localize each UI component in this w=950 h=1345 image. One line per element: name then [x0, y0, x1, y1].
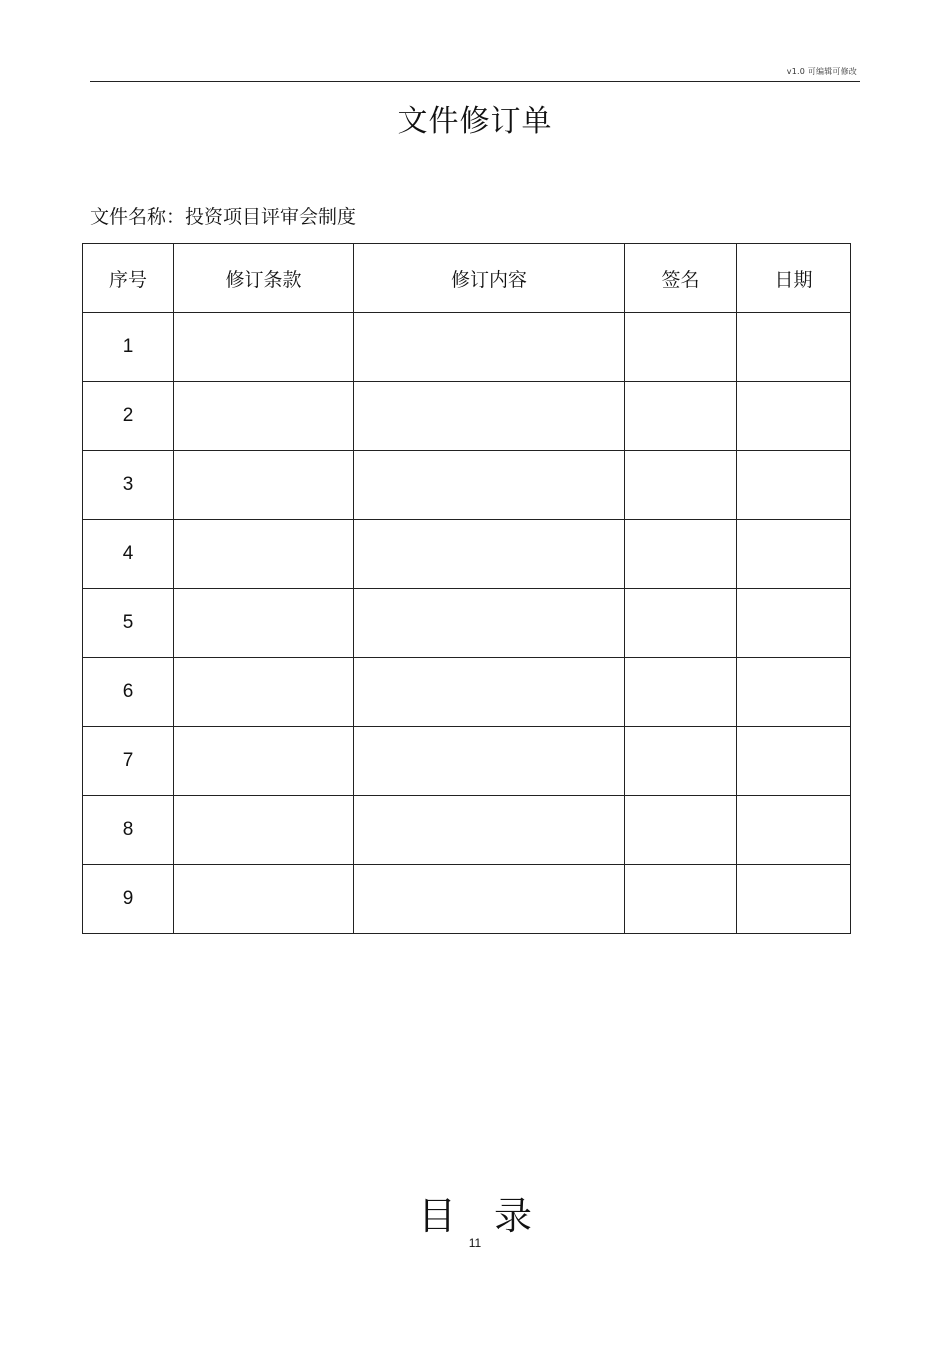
row-content[interactable] [354, 727, 625, 796]
row-content[interactable] [354, 658, 625, 727]
header-content: 修订内容 [354, 244, 625, 313]
toc-heading-char-2: 录 [494, 1194, 533, 1238]
row-date[interactable] [737, 313, 851, 382]
row-seq: 7 [83, 727, 174, 796]
row-clause[interactable] [174, 382, 354, 451]
row-content[interactable] [354, 382, 625, 451]
row-seq: 1 [83, 313, 174, 382]
row-sign[interactable] [625, 796, 737, 865]
header-version-note: v1.0 可编辑可修改 [786, 67, 857, 76]
file-name-value: 投资项目评审会制度 [185, 206, 357, 228]
row-clause[interactable] [174, 589, 354, 658]
row-seq: 5 [83, 589, 174, 658]
table-row [83, 796, 851, 865]
row-content[interactable] [354, 589, 625, 658]
row-content[interactable] [354, 865, 625, 934]
row-date[interactable] [737, 865, 851, 934]
table-body [83, 313, 851, 934]
row-seq: 6 [83, 658, 174, 727]
header-date: 日期 [737, 244, 851, 313]
table-row [83, 865, 851, 934]
header-sign: 签名 [625, 244, 737, 313]
row-sign[interactable] [625, 589, 737, 658]
toc-heading-char-1: 目 [417, 1194, 456, 1238]
row-sign[interactable] [625, 451, 737, 520]
file-name-line [90, 202, 356, 229]
row-clause[interactable] [174, 313, 354, 382]
table-row [83, 382, 851, 451]
row-date[interactable] [737, 451, 851, 520]
row-date[interactable] [737, 520, 851, 589]
table-row [83, 520, 851, 589]
row-sign[interactable] [625, 520, 737, 589]
table-header-row [83, 244, 851, 313]
row-clause[interactable] [174, 796, 354, 865]
table-row [83, 727, 851, 796]
table-row [83, 658, 851, 727]
row-seq: 4 [83, 520, 174, 589]
row-content[interactable] [354, 313, 625, 382]
row-seq: 8 [83, 796, 174, 865]
file-name-label: 文件名称： [90, 206, 186, 228]
row-date[interactable] [737, 658, 851, 727]
table-row [83, 589, 851, 658]
row-date[interactable] [737, 796, 851, 865]
row-clause[interactable] [174, 451, 354, 520]
table-row [83, 451, 851, 520]
row-sign[interactable] [625, 658, 737, 727]
toc-heading [0, 1185, 950, 1240]
table-row [83, 313, 851, 382]
revision-table [82, 243, 851, 934]
row-sign[interactable] [625, 313, 737, 382]
row-seq: 3 [83, 451, 174, 520]
row-clause[interactable] [174, 520, 354, 589]
header-seq: 序号 [83, 244, 174, 313]
row-seq: 2 [83, 382, 174, 451]
row-clause[interactable] [174, 658, 354, 727]
row-sign[interactable] [625, 382, 737, 451]
header-clause: 修订条款 [174, 244, 354, 313]
row-content[interactable] [354, 520, 625, 589]
row-content[interactable] [354, 796, 625, 865]
page-number: 11 [468, 1236, 482, 1250]
row-date[interactable] [737, 589, 851, 658]
row-clause[interactable] [174, 865, 354, 934]
header-rule [90, 81, 860, 82]
row-seq: 9 [83, 865, 174, 934]
row-content[interactable] [354, 451, 625, 520]
row-date[interactable] [737, 727, 851, 796]
row-sign[interactable] [625, 865, 737, 934]
row-date[interactable] [737, 382, 851, 451]
document-title: 文件修订单 [397, 104, 553, 139]
row-sign[interactable] [625, 727, 737, 796]
row-clause[interactable] [174, 727, 354, 796]
